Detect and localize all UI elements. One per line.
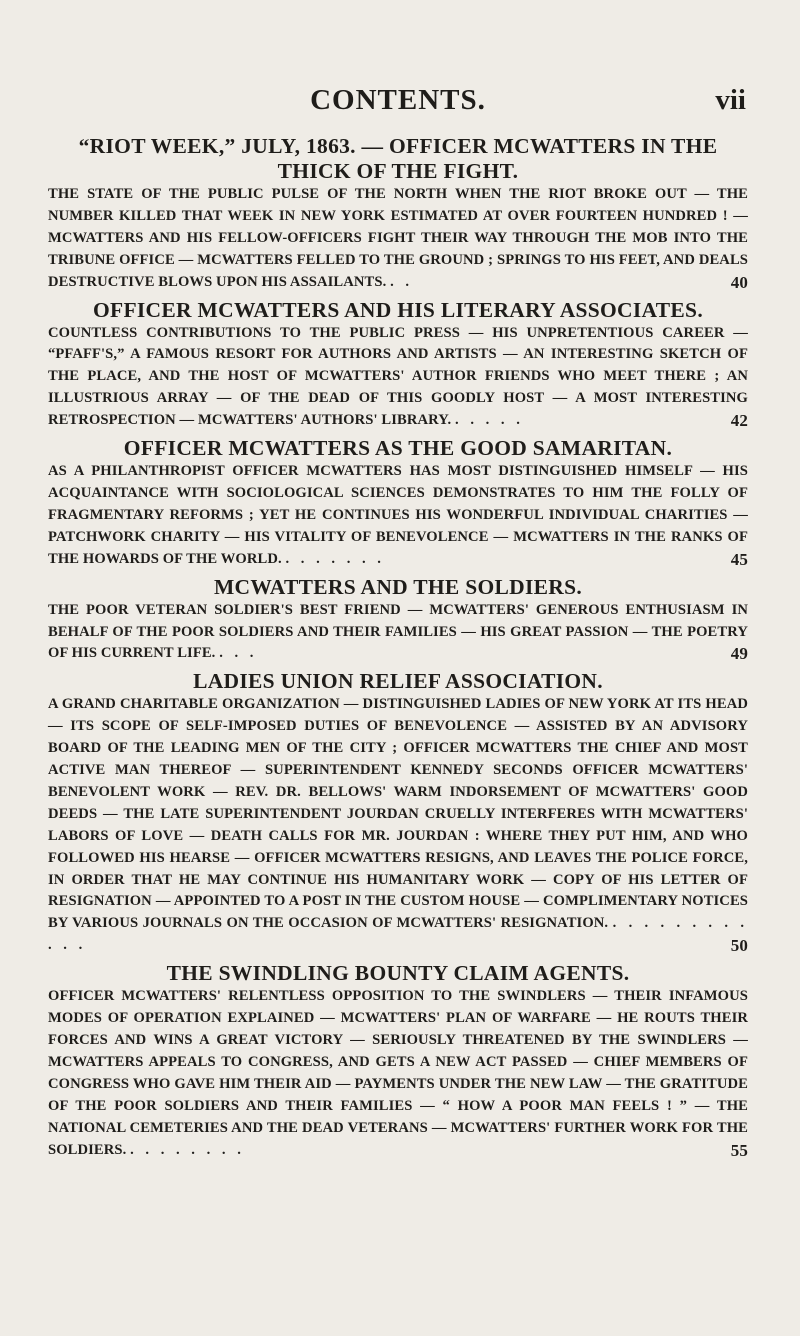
page-number: 45 bbox=[730, 549, 748, 569]
chapter-title: OFFICER MCWATTERS AND HIS LITERARY ASSOCIATES. bbox=[93, 297, 703, 322]
summary-text: AS A PHILANTHROPIST OFFICER MCWATTERS HAS MOST DISTINGUISHED HIMSELF — HIS ACQUAINTANCE WITH SOCIOLOGICAL SCIENCES DEMONSTRATES TO HIM THE FOLLY OF FRAGMENTARY REFORMS ; YET HE CONTINUES HIS WONDERFUL INDIVIDUAL CHARITIES — PATCHWORK CHARITY — HIS VITALITY OF BENEVOLENCE — MCWATTERS IN THE RANKS OF THE HOWARDS OF THE WORLD. bbox=[48, 463, 748, 567]
contents-entry bbox=[48, 134, 748, 294]
summary-text: COUNTLESS CONTRIBUTIONS TO THE PUBLIC PRESS — HIS UNPRETENTIOUS CAREER — “PFAFF'S,” A FAMOUS RESORT FOR AUTHORS AND ARTISTS — AN INTERESTING SKETCH OF THE PLACE, AND THE HOST OF MCWATTERS' AUTHOR FRIENDS WHO MEET THERE ; AN ILLUSTRIOUS ARRAY — OF THE DEAD OF THIS GOODLY HOST — A MOST INTERESTING RETROSPECTION — MCWATTERS' AUTHORS' LIBRARY. bbox=[48, 324, 748, 429]
chapter-title: LADIES UNION RELIEF ASSOCIATION. bbox=[193, 669, 603, 694]
chapter-summary bbox=[48, 694, 748, 957]
chapter-summary bbox=[48, 461, 748, 571]
dot-leaders: . . . bbox=[219, 645, 258, 662]
dot-leaders: . . . . . . . bbox=[285, 550, 385, 567]
dot-leaders: . . . . . . . . . . . . bbox=[48, 915, 748, 954]
contents-list bbox=[48, 134, 748, 1165]
chapter-summary bbox=[48, 323, 748, 433]
page-folio: vii bbox=[715, 84, 746, 116]
page-number: 50 bbox=[730, 936, 748, 956]
summary-text: THE STATE OF THE PUBLIC PULSE OF THE NORTH WHEN THE RIOT BROKE OUT — THE NUMBER KILLED THAT WEEK IN NEW YORK ESTIMATED AT OVER FOURTEEN HUNDRED ! — MCWATTERS AND HIS FELLOW-OFFICERS FIGHT THEIR WAY THROUGH THE MOB INTO THE TRIBUNE OFFICE — MCWATTERS FELLED TO THE GROUND ; SPRINGS TO HIS FEET, AND DEALS DESTRUCTIVE BLOWS UPON HIS ASSAILANTS. bbox=[48, 186, 748, 290]
contents-entry bbox=[48, 298, 748, 433]
chapter-title: MCWATTERS AND THE SOLDIERS. bbox=[213, 574, 583, 599]
chapter-title: “RIOT WEEK,” JULY, 1863. — OFFICER MCWATTERS IN THE THICK OF THE FIGHT. bbox=[78, 134, 718, 183]
contents-entry bbox=[48, 961, 748, 1161]
contents-entry bbox=[48, 436, 748, 571]
page-number: 55 bbox=[730, 1140, 748, 1160]
page-number: 40 bbox=[730, 272, 748, 292]
dot-leaders: . . . . . . . . bbox=[130, 1141, 245, 1158]
chapter-summary bbox=[48, 600, 748, 666]
chapter-summary bbox=[48, 184, 748, 294]
page-title: CONTENTS. bbox=[310, 84, 486, 116]
chapter-summary bbox=[48, 986, 748, 1161]
summary-text: THE POOR VETERAN SOLDIER'S BEST FRIEND — MCWATTERS' GENEROUS ENTHUSIASM IN BEHALF OF THE POOR SOLDIERS AND THEIR FAMILIES — HIS GREAT PASSION — THE POETRY OF HIS CURRENT LIFE. bbox=[48, 601, 748, 662]
running-header bbox=[48, 84, 748, 120]
dot-leaders: . . . . . bbox=[455, 412, 524, 429]
page-number: 42 bbox=[730, 411, 748, 431]
summary-text: OFFICER MCWATTERS' RELENTLESS OPPOSITION TO THE SWINDLERS — THEIR INFAMOUS MODES OF OPERATION EXPLAINED — MCWATTERS' PLAN OF WARFARE — HE ROUTS THEIR FORCES AND WINS A GREAT VICTORY — SERIOUSLY THREATENED BY THE SWINDLERS — MCWATTERS APPEALS TO CONGRESS, AND GETS A NEW ACT PASSED — CHIEF MEMBERS OF CONGRESS WHO GAVE HIM THEIR AID — PAYMENTS UNDER THE NEW LAW — THE GRATITUDE OF THE POOR SOLDIERS AND THEIR FAMILIES — “ HOW A POOR MAN FEELS ! ” — THE NATIONAL CEMETERIES AND THE DEAD VETERANS — MCWATTERS' FURTHER WORK FOR THE SOLDIERS. bbox=[48, 988, 748, 1158]
contents-entry bbox=[48, 575, 748, 666]
chapter-title: OFFICER MCWATTERS AS THE GOOD SAMARITAN. bbox=[123, 436, 673, 461]
dot-leaders: . . bbox=[390, 273, 414, 290]
summary-text: A GRAND CHARITABLE ORGANIZATION — DISTINGUISHED LADIES OF NEW YORK AT ITS HEAD — ITS SCOPE OF SELF-IMPOSED DUTIES OF BENEVOLENCE — ASSISTED BY AN ADVISORY BOARD OF THE LEADING MEN OF THE CITY ; OFFICER MCWATTERS THE CHIEF AND MOST ACTIVE MAN THEREOF — SUPERINTENDENT KENNEDY SECONDS OFFICER MCWATTERS' BENEVOLENT WORK — REV. DR. BELLOWS' WARM INDORSEMENT OF MCWATTERS' GOOD DEEDS — THE LATE SUPERINTENDENT JOURDAN CRUELLY INTERFERES WITH MCWATTERS' LABORS OF LOVE — DEATH CALLS FOR MR. JOURDAN : WHERE THEY PUT HIM, AND WHO FOLLOWED HIS HEARSE — OFFICER MCWATTERS RESIGNS, AND LEAVES THE POLICE FORCE, IN ORDER THAT HE MAY CONTINUE HIS HUMANITARY WORK — COPY OF HIS LETTER OF RESIGNATION — APPOINTED TO A POST IN THE CUSTOM HOUSE — COMPLIMENTARY NOTICES BY VARIOUS JOURNALS ON THE OCCASION OF MCWATTERS' RESIGNATION. bbox=[48, 696, 748, 932]
chapter-title: THE SWINDLING BOUNTY CLAIM AGENTS. bbox=[166, 961, 630, 986]
page-number: 49 bbox=[730, 644, 748, 664]
contents-entry bbox=[48, 669, 748, 957]
